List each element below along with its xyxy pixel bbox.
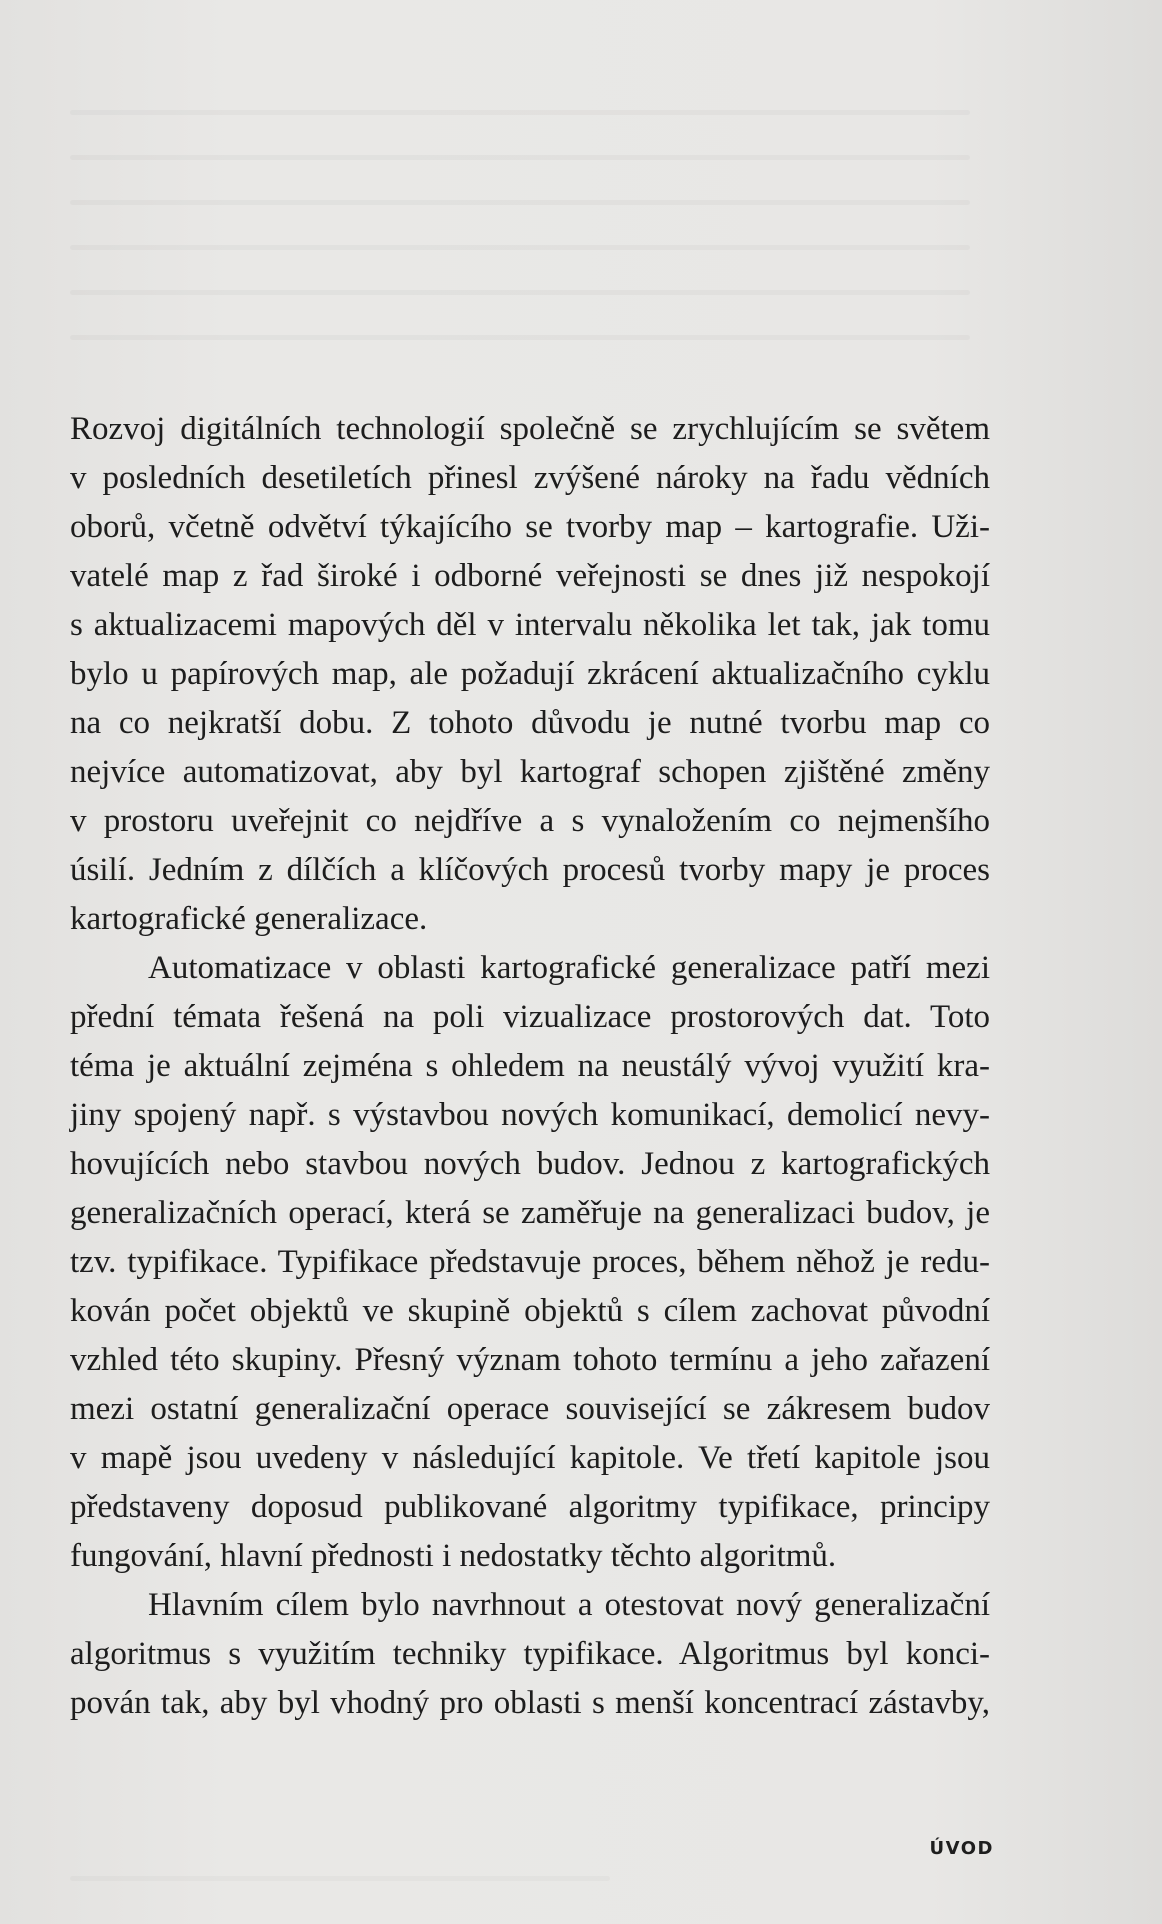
text-line: kován počet objektů ve skupině objektů s cílem zachovat původní: [70, 1293, 990, 1329]
text-line: téma je aktuální zejména s ohledem na neustálý vývoj využití kra-: [70, 1048, 990, 1084]
show-through-text: [70, 110, 970, 370]
paragraph-2: [70, 944, 990, 1581]
text-line: přední témata řešená na poli vizualizace prostorových dat. Toto: [70, 999, 990, 1035]
text-line: oborů, včetně odvětví týkajícího se tvorby map – kartografie. Uži-: [70, 509, 990, 545]
text-line: představeny doposud publikované algoritmy typifikace, principy: [70, 1489, 990, 1525]
text-line: vzhled této skupiny. Přesný význam tohoto termínu a jeho zařazení: [70, 1342, 990, 1378]
text-line: v mapě jsou uvedeny v následující kapitole. Ve třetí kapitole jsou: [70, 1440, 990, 1476]
text-line: hovujících nebo stavbou nových budov. Jednou z kartografických: [70, 1146, 990, 1182]
text-line: tzv. typifikace. Typifikace představuje proces, během něhož je redu-: [70, 1244, 990, 1280]
text-line: v posledních desetiletích přinesl zvýšené nároky na řadu vědních: [70, 460, 990, 496]
text-line: jiny spojený např. s výstavbou nových komunikací, demolicí nevy-: [70, 1097, 990, 1133]
text-line: s aktualizacemi mapových děl v intervalu několika let tak, jak tomu: [70, 607, 990, 643]
running-head: ÚVOD: [929, 1838, 994, 1859]
text-line: vatelé map z řad široké i odborné veřejnosti se dnes již nespokojí: [70, 558, 990, 594]
text-line: algoritmus s využitím techniky typifikace. Algoritmus byl konci-: [70, 1636, 990, 1672]
text-line: úsilí. Jedním z dílčích a klíčových procesů tvorby mapy je proces: [70, 852, 990, 888]
text-line: kartografické generalizace.: [70, 901, 428, 937]
text-line: nejvíce automatizovat, aby byl kartograf schopen zjištěné změny: [70, 754, 990, 790]
text-line: Rozvoj digitálních technologií společně se zrychlujícím se světem: [70, 411, 990, 447]
text-line: Automatizace v oblasti kartografické generalizace patří mezi: [148, 950, 990, 986]
show-through-footer: [70, 1876, 610, 1881]
paragraph-3: [70, 1581, 990, 1728]
text-line: na co nejkratší dobu. Z tohoto důvodu je nutné tvorbu map co: [70, 705, 990, 741]
text-line: bylo u papírových map, ale požadují zkrácení aktualizačního cyklu: [70, 656, 990, 692]
body-text: [70, 405, 990, 1728]
text-line: mezi ostatní generalizační operace související se zákresem budov: [70, 1391, 990, 1427]
text-line: generalizačních operací, která se zaměřuje na generalizaci budov, je: [70, 1195, 990, 1231]
text-line: v prostoru uveřejnit co nejdříve a s vynaložením co nejmenšího: [70, 803, 990, 839]
text-line: Hlavním cílem bylo navrhnout a otestovat nový generalizační: [148, 1587, 990, 1623]
paragraph-1: [70, 405, 990, 944]
text-line: pován tak, aby byl vhodný pro oblasti s menší koncentrací zástavby,: [70, 1685, 990, 1721]
text-line: fungování, hlavní přednosti i nedostatky těchto algoritmů.: [70, 1538, 837, 1574]
